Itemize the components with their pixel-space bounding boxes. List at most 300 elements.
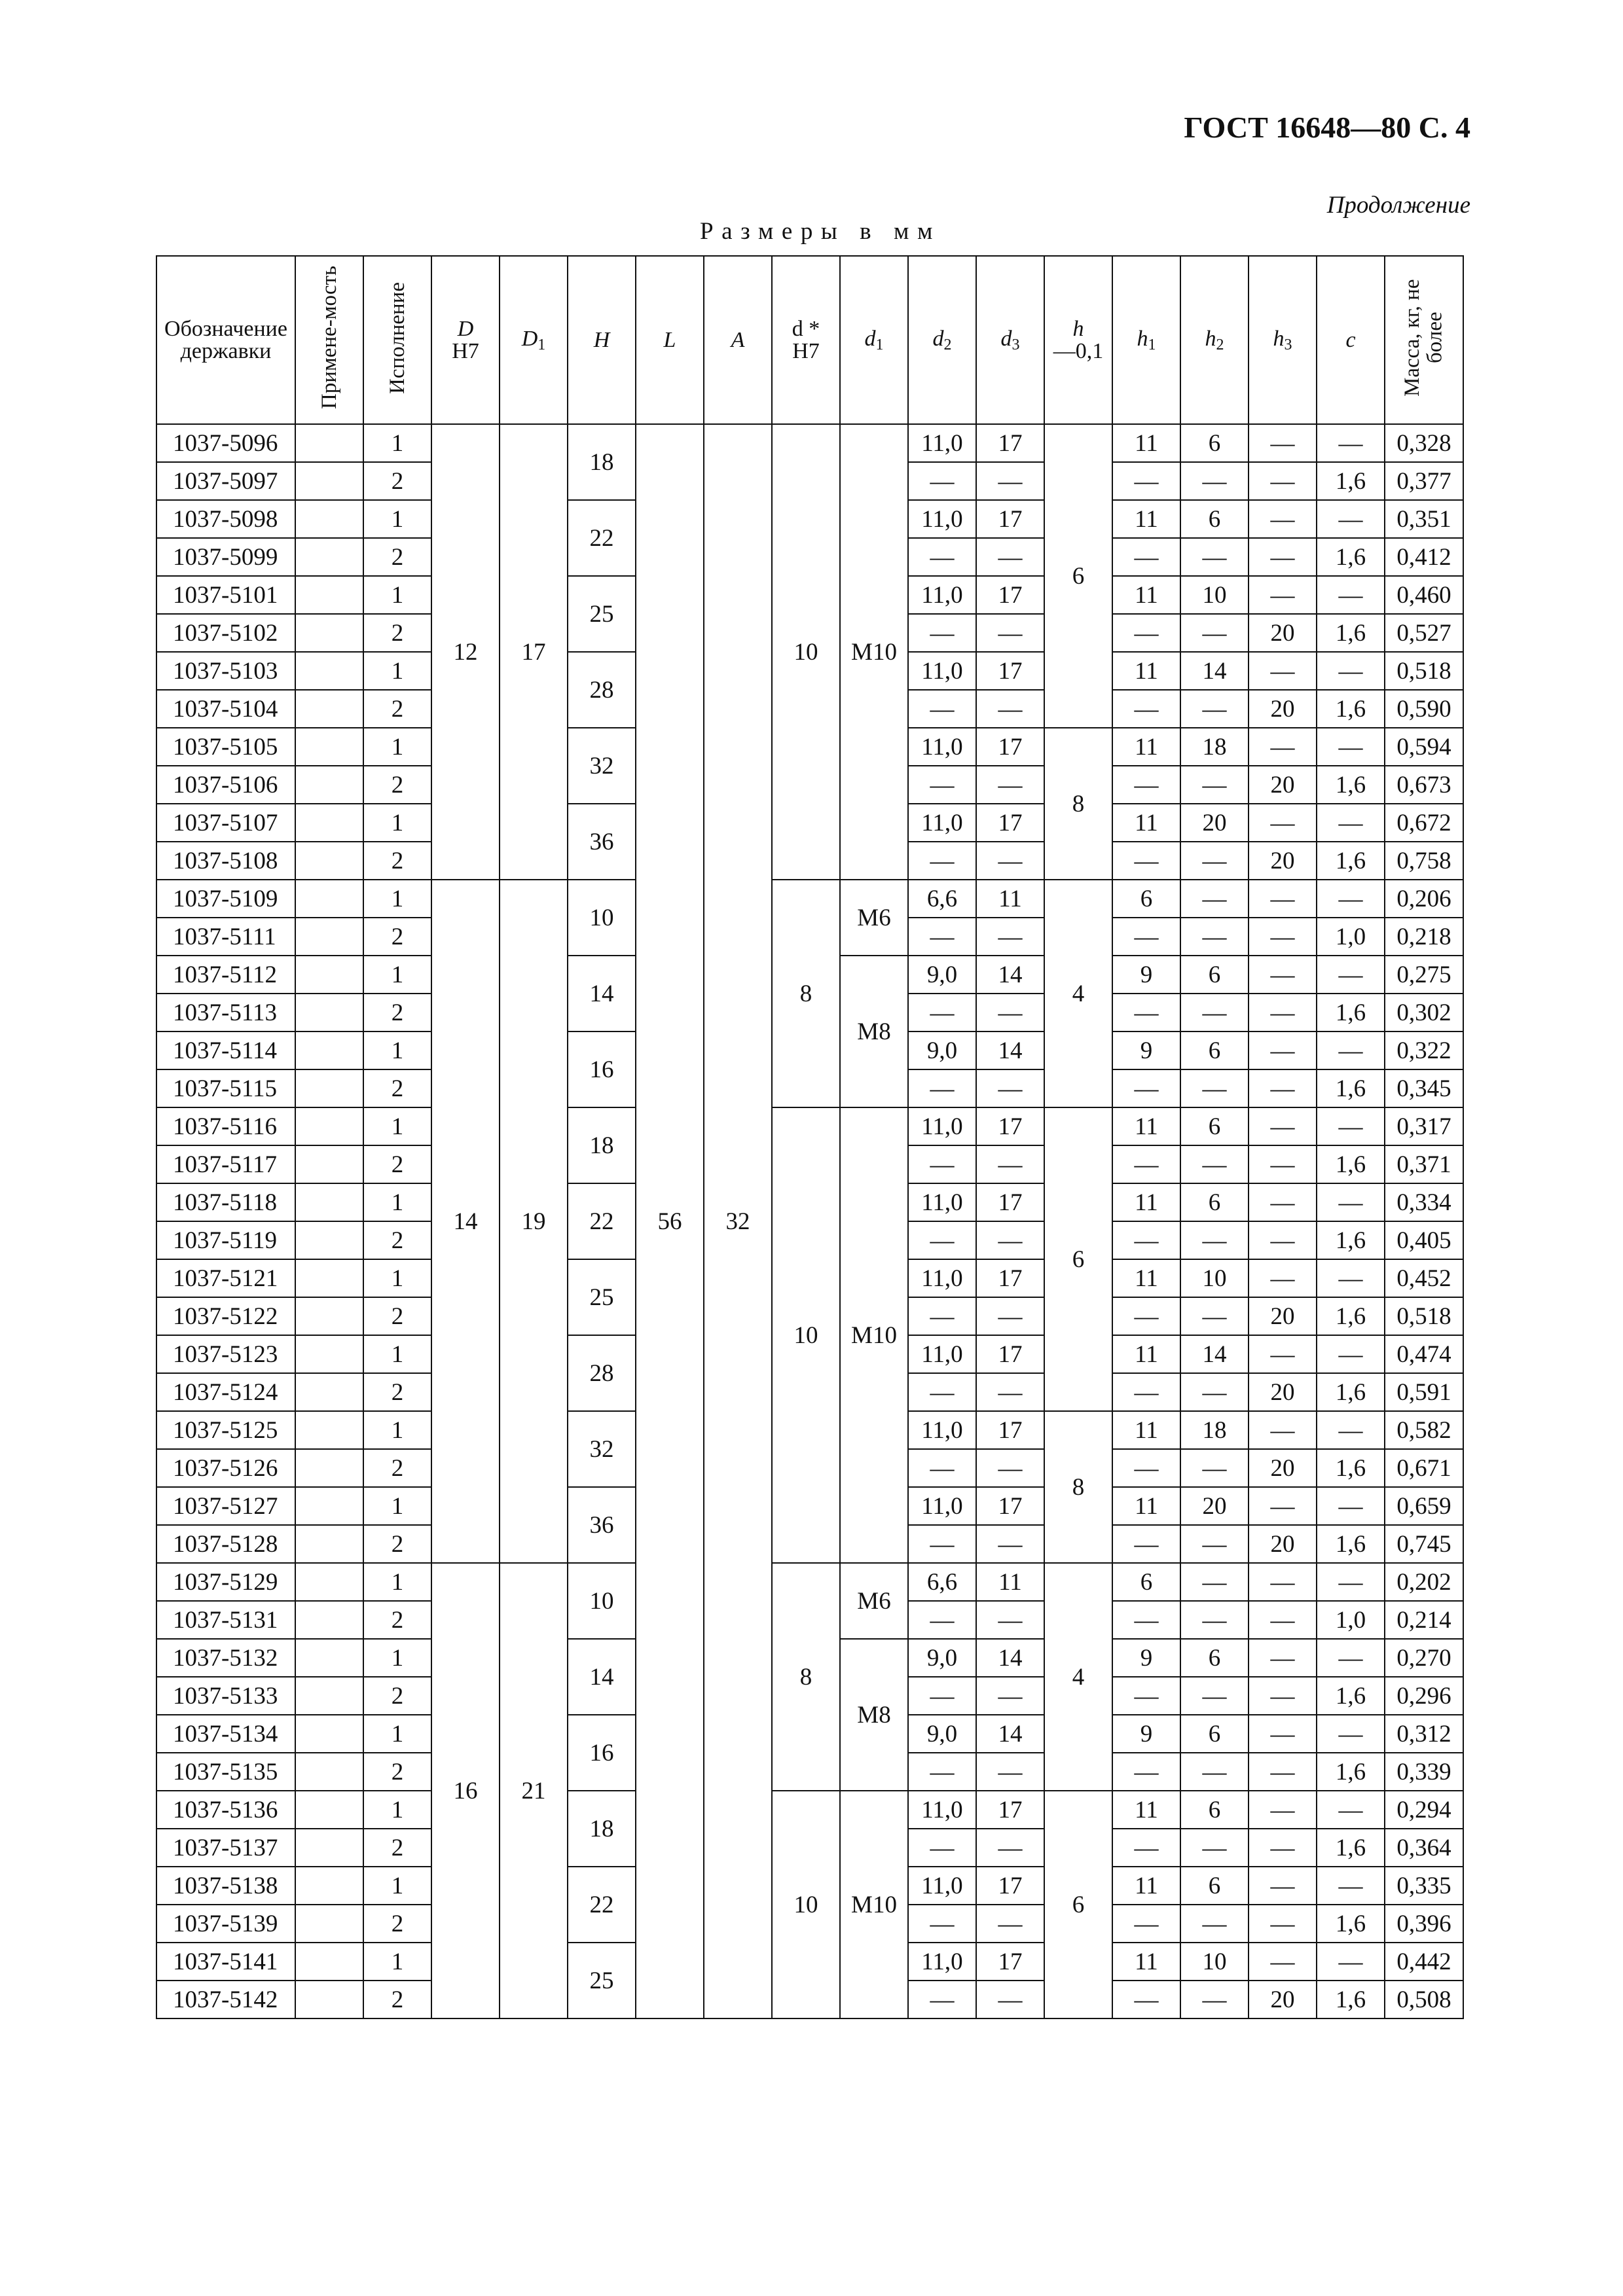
- cell-code: 1037-5127: [156, 1487, 295, 1525]
- cell-H: 25: [568, 576, 636, 652]
- cell-code: 1037-5112: [156, 956, 295, 994]
- cell-version: 2: [363, 1069, 431, 1107]
- cell-h3: —: [1249, 1905, 1317, 1943]
- cell-h1: 11: [1112, 1335, 1180, 1373]
- cell-h3: —: [1249, 462, 1317, 500]
- cell-mass: 0,312: [1385, 1715, 1463, 1753]
- cell-h1: —: [1112, 1753, 1180, 1791]
- cell-h2: —: [1180, 1069, 1249, 1107]
- cell-h2: —: [1180, 1601, 1249, 1639]
- header-L: L: [636, 256, 704, 424]
- cell-version: 1: [363, 424, 431, 462]
- cell-code: 1037-5114: [156, 1031, 295, 1069]
- cell-h1: 11: [1112, 1411, 1180, 1449]
- cell-mass: 0,345: [1385, 1069, 1463, 1107]
- cell-c: —: [1317, 880, 1385, 918]
- cell-H: 32: [568, 728, 636, 804]
- cell-version: 2: [363, 1221, 431, 1259]
- cell-version: 2: [363, 1449, 431, 1487]
- cell-h2: 6: [1180, 1639, 1249, 1677]
- cell-d2: 6,6: [908, 880, 976, 918]
- cell-c: 1,6: [1317, 1449, 1385, 1487]
- cell-d3: 17: [976, 1867, 1044, 1905]
- cell-d3: —: [976, 1373, 1044, 1411]
- cell-h2: 6: [1180, 1715, 1249, 1753]
- cell-applicability: [295, 956, 363, 994]
- cell-d2: 11,0: [908, 1487, 976, 1525]
- cell-h3: 20: [1249, 1525, 1317, 1563]
- cell-c: —: [1317, 1867, 1385, 1905]
- cell-h2: —: [1180, 1449, 1249, 1487]
- cell-c: —: [1317, 1183, 1385, 1221]
- cell-d3: —: [976, 690, 1044, 728]
- cell-d2: 11,0: [908, 1791, 976, 1829]
- cell-d2: —: [908, 1905, 976, 1943]
- cell-d3: —: [976, 1601, 1044, 1639]
- cell-h2: —: [1180, 1221, 1249, 1259]
- cell-d3: —: [976, 1981, 1044, 2018]
- cell-applicability: [295, 918, 363, 956]
- cell-version: 1: [363, 1259, 431, 1297]
- cell-mass: 0,412: [1385, 538, 1463, 576]
- cell-d2: 11,0: [908, 1411, 976, 1449]
- cell-h1: —: [1112, 918, 1180, 956]
- cell-mass: 0,270: [1385, 1639, 1463, 1677]
- cell-d3: —: [976, 766, 1044, 804]
- cell-d2: —: [908, 538, 976, 576]
- cell-D: 14: [431, 880, 500, 1563]
- header-D: D H7: [431, 256, 500, 424]
- cell-mass: 0,758: [1385, 842, 1463, 880]
- cell-d2: —: [908, 1069, 976, 1107]
- cell-code: 1037-5135: [156, 1753, 295, 1791]
- cell-h1: 9: [1112, 1715, 1180, 1753]
- cell-h2: 10: [1180, 1943, 1249, 1981]
- cell-c: 1,6: [1317, 538, 1385, 576]
- cell-c: —: [1317, 500, 1385, 538]
- cell-h3: —: [1249, 500, 1317, 538]
- cell-applicability: [295, 1829, 363, 1867]
- cell-h3: —: [1249, 1221, 1317, 1259]
- cell-version: 2: [363, 1753, 431, 1791]
- cell-D1: 19: [500, 880, 568, 1563]
- cell-h2: —: [1180, 462, 1249, 500]
- cell-version: 2: [363, 1297, 431, 1335]
- page-header: ГОСТ 16648—80 С. 4: [1184, 111, 1470, 144]
- cell-c: 1,6: [1317, 1297, 1385, 1335]
- cell-d3: —: [976, 1449, 1044, 1487]
- cell-version: 1: [363, 1183, 431, 1221]
- cell-applicability: [295, 690, 363, 728]
- cell-code: 1037-5134: [156, 1715, 295, 1753]
- cell-code: 1037-5142: [156, 1981, 295, 2018]
- cell-c: 1,6: [1317, 1069, 1385, 1107]
- cell-applicability: [295, 576, 363, 614]
- cell-h3: —: [1249, 1753, 1317, 1791]
- cell-h2: —: [1180, 1677, 1249, 1715]
- cell-version: 2: [363, 462, 431, 500]
- cell-h2: —: [1180, 842, 1249, 880]
- cell-mass: 0,590: [1385, 690, 1463, 728]
- cell-d2: 11,0: [908, 576, 976, 614]
- header-version: Исполнение: [363, 256, 431, 424]
- cell-d2: 11,0: [908, 1107, 976, 1145]
- cell-applicability: [295, 766, 363, 804]
- cell-mass: 0,442: [1385, 1943, 1463, 1981]
- cell-d: 10: [772, 424, 840, 880]
- cell-version: 2: [363, 1373, 431, 1411]
- cell-version: 2: [363, 1601, 431, 1639]
- cell-h3: —: [1249, 538, 1317, 576]
- cell-h1: 11: [1112, 1867, 1180, 1905]
- cell-version: 2: [363, 1145, 431, 1183]
- cell-d2: —: [908, 1297, 976, 1335]
- cell-c: 1,6: [1317, 690, 1385, 728]
- header-mass: Масса, кг, не более: [1385, 256, 1463, 424]
- cell-h2: —: [1180, 918, 1249, 956]
- cell-A: 32: [704, 424, 772, 2018]
- cell-h1: 9: [1112, 956, 1180, 994]
- cell-mass: 0,214: [1385, 1601, 1463, 1639]
- cell-H: 10: [568, 880, 636, 956]
- cell-h3: 20: [1249, 614, 1317, 652]
- cell-D: 16: [431, 1563, 500, 2018]
- header-c: c: [1317, 256, 1385, 424]
- cell-h3: —: [1249, 1829, 1317, 1867]
- cell-applicability: [295, 1031, 363, 1069]
- header-applicability: Примене-мость: [295, 256, 363, 424]
- cell-code: 1037-5098: [156, 500, 295, 538]
- cell-h1: —: [1112, 994, 1180, 1031]
- cell-code: 1037-5118: [156, 1183, 295, 1221]
- cell-applicability: [295, 538, 363, 576]
- cell-d2: 11,0: [908, 424, 976, 462]
- cell-h3: —: [1249, 728, 1317, 766]
- cell-code: 1037-5117: [156, 1145, 295, 1183]
- cell-d3: 17: [976, 1411, 1044, 1449]
- cell-applicability: [295, 614, 363, 652]
- cell-h: 6: [1044, 1107, 1112, 1411]
- cell-d2: —: [908, 1221, 976, 1259]
- cell-version: 2: [363, 1525, 431, 1563]
- cell-c: —: [1317, 576, 1385, 614]
- cell-h3: 20: [1249, 1297, 1317, 1335]
- cell-version: 2: [363, 1905, 431, 1943]
- cell-d2: 11,0: [908, 1259, 976, 1297]
- cell-code: 1037-5119: [156, 1221, 295, 1259]
- cell-mass: 0,673: [1385, 766, 1463, 804]
- cell-H: 10: [568, 1563, 636, 1639]
- header-h1: $h_1$: [1112, 256, 1180, 424]
- cell-code: 1037-5126: [156, 1449, 295, 1487]
- cell-d3: —: [976, 1297, 1044, 1335]
- cell-code: 1037-5136: [156, 1791, 295, 1829]
- cell-c: —: [1317, 1411, 1385, 1449]
- cell-h2: —: [1180, 1373, 1249, 1411]
- cell-H: 25: [568, 1943, 636, 2018]
- table-row: [156, 424, 1463, 462]
- cell-mass: 0,527: [1385, 614, 1463, 652]
- cell-d3: —: [976, 462, 1044, 500]
- cell-version: 2: [363, 614, 431, 652]
- cell-h3: —: [1249, 918, 1317, 956]
- cell-code: 1037-5113: [156, 994, 295, 1031]
- cell-d2: —: [908, 1829, 976, 1867]
- cell-d: 8: [772, 880, 840, 1107]
- cell-d3: 14: [976, 1031, 1044, 1069]
- cell-c: 1,6: [1317, 1829, 1385, 1867]
- units-label: Размеры в мм: [700, 218, 941, 245]
- cell-H: 22: [568, 500, 636, 576]
- cell-D1: 21: [500, 1563, 568, 2018]
- cell-code: 1037-5102: [156, 614, 295, 652]
- cell-H: 25: [568, 1259, 636, 1335]
- cell-mass: 0,518: [1385, 652, 1463, 690]
- table-row: [156, 1107, 1463, 1145]
- cell-h1: 11: [1112, 1107, 1180, 1145]
- cell-h2: —: [1180, 1905, 1249, 1943]
- cell-d2: 11,0: [908, 652, 976, 690]
- cell-h1: —: [1112, 1145, 1180, 1183]
- cell-H: 28: [568, 1335, 636, 1411]
- cell-h1: —: [1112, 766, 1180, 804]
- cell-h2: 6: [1180, 1183, 1249, 1221]
- cell-applicability: [295, 1373, 363, 1411]
- cell-version: 1: [363, 1107, 431, 1145]
- cell-mass: 0,659: [1385, 1487, 1463, 1525]
- cell-code: 1037-5128: [156, 1525, 295, 1563]
- cell-h2: 18: [1180, 728, 1249, 766]
- cell-c: 1,6: [1317, 1905, 1385, 1943]
- header-A: A: [704, 256, 772, 424]
- cell-c: —: [1317, 956, 1385, 994]
- cell-code: 1037-5129: [156, 1563, 295, 1601]
- cell-h1: 6: [1112, 880, 1180, 918]
- cell-version: 1: [363, 1563, 431, 1601]
- cell-h1: —: [1112, 1829, 1180, 1867]
- cell-c: —: [1317, 1563, 1385, 1601]
- cell-mass: 0,474: [1385, 1335, 1463, 1373]
- cell-h3: 20: [1249, 690, 1317, 728]
- cell-c: 1,6: [1317, 1753, 1385, 1791]
- cell-h: 6: [1044, 424, 1112, 728]
- cell-version: 1: [363, 880, 431, 918]
- cell-c: —: [1317, 652, 1385, 690]
- cell-applicability: [295, 1487, 363, 1525]
- cell-applicability: [295, 1069, 363, 1107]
- cell-version: 1: [363, 728, 431, 766]
- table-row: [156, 1791, 1463, 1829]
- cell-L: 56: [636, 424, 704, 2018]
- cell-code: 1037-5116: [156, 1107, 295, 1145]
- cell-d2: 9,0: [908, 956, 976, 994]
- cell-d2: 11,0: [908, 804, 976, 842]
- cell-d2: 9,0: [908, 1639, 976, 1677]
- cell-d1: M10: [840, 1791, 908, 2018]
- cell-h1: 9: [1112, 1639, 1180, 1677]
- cell-h3: —: [1249, 1715, 1317, 1753]
- cell-d1: M8: [840, 1639, 908, 1791]
- cell-applicability: [295, 1791, 363, 1829]
- cell-mass: 0,671: [1385, 1449, 1463, 1487]
- cell-H: 36: [568, 804, 636, 880]
- cell-version: 1: [363, 1791, 431, 1829]
- header-h3: $h_3$: [1249, 256, 1317, 424]
- cell-d3: —: [976, 1525, 1044, 1563]
- cell-mass: 0,518: [1385, 1297, 1463, 1335]
- cell-c: 1,6: [1317, 1373, 1385, 1411]
- cell-c: 1,6: [1317, 614, 1385, 652]
- cell-mass: 0,396: [1385, 1905, 1463, 1943]
- cell-applicability: [295, 1259, 363, 1297]
- cell-d3: —: [976, 1221, 1044, 1259]
- cell-code: 1037-5111: [156, 918, 295, 956]
- cell-applicability: [295, 842, 363, 880]
- cell-h1: 11: [1112, 1259, 1180, 1297]
- cell-d3: 17: [976, 1259, 1044, 1297]
- cell-h2: —: [1180, 1981, 1249, 2018]
- cell-version: 2: [363, 1829, 431, 1867]
- cell-d3: —: [976, 1829, 1044, 1867]
- cell-d2: —: [908, 994, 976, 1031]
- cell-code: 1037-5132: [156, 1639, 295, 1677]
- cell-version: 1: [363, 1639, 431, 1677]
- cell-h3: 20: [1249, 1373, 1317, 1411]
- cell-code: 1037-5121: [156, 1259, 295, 1297]
- cell-d2: 11,0: [908, 500, 976, 538]
- cell-H: 22: [568, 1867, 636, 1943]
- cell-mass: 0,745: [1385, 1525, 1463, 1563]
- cell-h2: 6: [1180, 956, 1249, 994]
- cell-mass: 0,296: [1385, 1677, 1463, 1715]
- cell-d3: —: [976, 538, 1044, 576]
- cell-d3: 17: [976, 804, 1044, 842]
- cell-d3: —: [976, 1145, 1044, 1183]
- cell-version: 2: [363, 766, 431, 804]
- cell-h3: —: [1249, 1069, 1317, 1107]
- cell-version: 1: [363, 956, 431, 994]
- cell-version: 1: [363, 1335, 431, 1373]
- cell-code: 1037-5138: [156, 1867, 295, 1905]
- cell-d: 10: [772, 1791, 840, 2018]
- cell-h3: —: [1249, 1411, 1317, 1449]
- cell-h3: —: [1249, 1677, 1317, 1715]
- continuation-label: Продолжение: [1326, 192, 1470, 219]
- cell-h2: —: [1180, 1563, 1249, 1601]
- cell-d: 8: [772, 1563, 840, 1791]
- cell-c: 1,6: [1317, 1145, 1385, 1183]
- cell-h2: —: [1180, 614, 1249, 652]
- header-d3: $d_3$: [976, 256, 1044, 424]
- cell-h2: —: [1180, 1829, 1249, 1867]
- cell-applicability: [295, 1715, 363, 1753]
- cell-code: 1037-5141: [156, 1943, 295, 1981]
- cell-mass: 0,452: [1385, 1259, 1463, 1297]
- cell-mass: 0,582: [1385, 1411, 1463, 1449]
- cell-applicability: [295, 1297, 363, 1335]
- cell-h2: 6: [1180, 1791, 1249, 1829]
- cell-d3: 17: [976, 1107, 1044, 1145]
- cell-mass: 0,594: [1385, 728, 1463, 766]
- cell-d3: —: [976, 1069, 1044, 1107]
- cell-applicability: [295, 424, 363, 462]
- cell-d2: 6,6: [908, 1563, 976, 1601]
- cell-applicability: [295, 880, 363, 918]
- cell-applicability: [295, 1221, 363, 1259]
- cell-mass: 0,405: [1385, 1221, 1463, 1259]
- header-h2: $h_2$: [1180, 256, 1249, 424]
- cell-mass: 0,335: [1385, 1867, 1463, 1905]
- cell-version: 2: [363, 1981, 431, 2018]
- cell-code: 1037-5096: [156, 424, 295, 462]
- cell-h1: —: [1112, 1297, 1180, 1335]
- cell-version: 1: [363, 1487, 431, 1525]
- cell-h2: 6: [1180, 424, 1249, 462]
- cell-h2: —: [1180, 1753, 1249, 1791]
- cell-h3: 20: [1249, 842, 1317, 880]
- cell-applicability: [295, 1981, 363, 2018]
- cell-h3: —: [1249, 1107, 1317, 1145]
- cell-c: —: [1317, 1259, 1385, 1297]
- cell-h1: —: [1112, 1677, 1180, 1715]
- cell-version: 1: [363, 1943, 431, 1981]
- cell-mass: 0,317: [1385, 1107, 1463, 1145]
- cell-h3: —: [1249, 1145, 1317, 1183]
- cell-applicability: [295, 804, 363, 842]
- cell-c: 1,6: [1317, 1525, 1385, 1563]
- cell-h2: —: [1180, 766, 1249, 804]
- cell-h2: 6: [1180, 1867, 1249, 1905]
- cell-applicability: [295, 1563, 363, 1601]
- cell-applicability: [295, 1677, 363, 1715]
- cell-applicability: [295, 1145, 363, 1183]
- cell-h3: 20: [1249, 766, 1317, 804]
- cell-mass: 0,339: [1385, 1753, 1463, 1791]
- cell-h3: —: [1249, 1943, 1317, 1981]
- cell-code: 1037-5122: [156, 1297, 295, 1335]
- cell-h2: —: [1180, 538, 1249, 576]
- cell-h2: —: [1180, 1145, 1249, 1183]
- cell-applicability: [295, 1411, 363, 1449]
- cell-version: 1: [363, 576, 431, 614]
- cell-H: 16: [568, 1031, 636, 1107]
- cell-mass: 0,218: [1385, 918, 1463, 956]
- cell-h: 4: [1044, 880, 1112, 1107]
- cell-d2: —: [908, 690, 976, 728]
- cell-h3: —: [1249, 1601, 1317, 1639]
- cell-h3: 20: [1249, 1449, 1317, 1487]
- cell-h2: 18: [1180, 1411, 1249, 1449]
- cell-code: 1037-5109: [156, 880, 295, 918]
- cell-h2: 6: [1180, 1031, 1249, 1069]
- cell-c: 1,6: [1317, 994, 1385, 1031]
- cell-d3: —: [976, 1905, 1044, 1943]
- header-D1: $D_1$: [500, 256, 568, 424]
- cell-h1: —: [1112, 538, 1180, 576]
- cell-H: 28: [568, 652, 636, 728]
- cell-h3: —: [1249, 1183, 1317, 1221]
- cell-H: 18: [568, 1107, 636, 1183]
- cell-c: —: [1317, 1943, 1385, 1981]
- cell-H: 22: [568, 1183, 636, 1259]
- cell-h2: —: [1180, 880, 1249, 918]
- cell-d3: 17: [976, 576, 1044, 614]
- cell-h1: 11: [1112, 652, 1180, 690]
- cell-c: —: [1317, 1791, 1385, 1829]
- cell-d3: —: [976, 1753, 1044, 1791]
- cell-version: 2: [363, 918, 431, 956]
- cell-h1: —: [1112, 1601, 1180, 1639]
